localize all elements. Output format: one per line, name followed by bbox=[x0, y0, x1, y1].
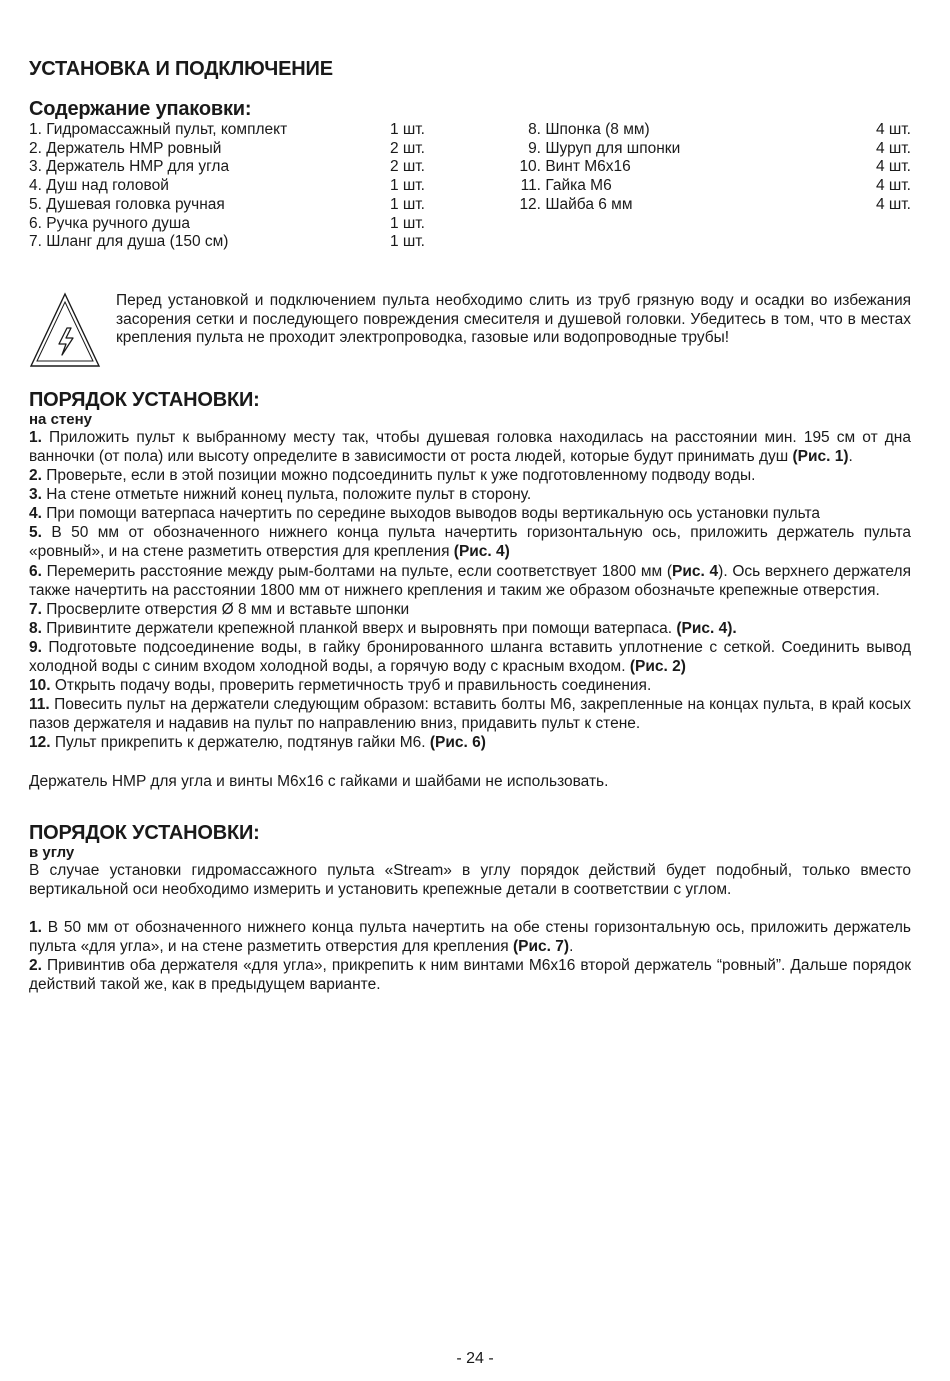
list-item: 6. Ручка ручного душа 1 шт. bbox=[29, 214, 425, 232]
list-item: 11. Повесить пульт на держатели следующим образом: вставить болты М6, закрепленные на концах пульта, в край косых пазов держателя и надавив на пульт по направлению вниз, придавить пульт к стене. bbox=[29, 696, 911, 733]
list-item: 1. Гидромассажный пульт, комплект 1 шт. bbox=[29, 121, 425, 138]
package-contents bbox=[29, 121, 911, 252]
list-item: 4. Душ над головой 1 шт. bbox=[29, 177, 425, 195]
steps-list bbox=[29, 861, 911, 995]
section-heading: ПОРЯДОК УСТАНОВКИ: bbox=[29, 388, 260, 411]
list-item: 2. Держатель HMP ровный 2 шт. bbox=[29, 139, 425, 157]
warning-text: Перед установкой и подключением пульта необходимо слить из труб грязную воду и осадки во избежания засорения сетки и последующего повреждения смесителя и душевой головки. Убедитесь в том, что в местах крепления пульта не проходит электропроводка, газовые или водопроводные трубы! bbox=[116, 291, 911, 347]
list-item: 10. Винт M6x16 4 шт. bbox=[519, 158, 911, 176]
list-item: 3. Держатель HMP для угла 2 шт. bbox=[29, 158, 425, 176]
list-item: 6. Перемерить расстояние между рым-болтами на пульте, если соответствует 1800 мм (Рис. 4). Ось верхнего держателя также начертить на расстоянии 1800 мм от нижнего крепления и таким же образом обозначьте крепежные отверстия. bbox=[29, 562, 911, 599]
package-list-right bbox=[513, 121, 911, 252]
list-item: 1. В 50 мм от обозначенного нижнего конца пульта начертить на обе стены горизонтальную ось, приложить держатель пульта «для угла», и на стене разметить отверстия для крепления (Рис. 7). bbox=[29, 918, 911, 955]
list-item: 5. Душевая головка ручная 1 шт. bbox=[29, 195, 425, 213]
list-item: 8. Шпонка (8 мм) 4 шт. bbox=[528, 121, 911, 138]
steps-list bbox=[29, 428, 911, 791]
list-item: 3. На стене отметьте нижний конец пульта, положите пульт в сторону. bbox=[29, 486, 532, 504]
list-item: 9. Подготовьте подсоединение воды, в гайку бронированного шланга вставить уплотнение с сеткой. Соединить вывод холодной воды с синим входом холодной воды, а горячую воду с красным входом. (Рис. 2) bbox=[29, 638, 911, 676]
high-voltage-warning-icon bbox=[29, 292, 101, 370]
section-subheading: в углу bbox=[29, 843, 75, 861]
section-intro: В случае установки гидромассажного пульта «Stream» в углу порядок действий будет подобный, только вместо вертикальной оси необходимо измерить и установить крепежные детали в соответствии с углом. bbox=[29, 861, 911, 898]
list-item: 5. В 50 мм от обозначенного нижнего конца пульта начертить горизонтальную ось, приложить держатель пульта «ровный», и на стене разметить отверстия для крепления (Рис. 4) bbox=[29, 524, 911, 561]
section-note: Держатель HMP для угла и винты M6x16 с гайками и шайбами не использовать. bbox=[29, 772, 609, 790]
list-item: 11. Гайка M6 4 шт. bbox=[520, 177, 911, 195]
section-install-wall bbox=[29, 388, 911, 791]
page-number: - 24 - bbox=[456, 1350, 494, 1367]
list-item: 8. Привинтите держатели крепежной планкой вверх и выровнять при помощи ватерпаса. (Рис. 4). bbox=[29, 619, 737, 637]
package-list-left bbox=[29, 121, 425, 252]
section-subheading: на стену bbox=[29, 410, 93, 428]
list-item: 4. При помощи ватерпаса начертить по середине выходов выводов воды вертикальную ось установки пульта bbox=[29, 505, 821, 523]
section-heading: ПОРЯДОК УСТАНОВКИ: bbox=[29, 821, 260, 844]
list-item: 1. Приложить пульт к выбранному месту так, чтобы душевая головка находилась на расстоянии мин. 195 см от дна ванночки (от пола) или высоту определите в зависимости от роста людей, которые будут принимать душ (Рис. 1). bbox=[29, 428, 911, 466]
list-item: 9. Шуруп для шпонки 4 шт. bbox=[528, 139, 911, 157]
list-item: 10. Открыть подачу воды, проверить герметичность труб и правильность соединения. bbox=[29, 677, 652, 695]
page-title: УСТАНОВКА И ПОДКЛЮЧЕНИЕ bbox=[29, 58, 333, 80]
list-item: 12. Шайба 6 мм 4 шт. bbox=[519, 195, 911, 213]
warning-block bbox=[29, 292, 911, 370]
list-item: 2. Проверьте, если в этой позиции можно подсоединить пульт к уже подготовленному подводу воды. bbox=[29, 467, 756, 485]
list-item: 12. Пульт прикрепить к держателю, подтянув гайки М6. (Рис. 6) bbox=[29, 734, 486, 752]
section-install-corner bbox=[29, 821, 911, 995]
list-item: 7. Просверлите отверстия Ø 8 мм и вставьте шпонки bbox=[29, 600, 410, 618]
document-page bbox=[29, 58, 911, 994]
list-item: 7. Шланг для душа (150 см) 1 шт. bbox=[29, 233, 425, 251]
package-heading: Содержание упаковки: bbox=[29, 98, 252, 120]
list-item: 2. Привинтив оба держателя «для угла», прикрепить к ним винтами M6x16 второй держатель “ровный”. Дальше порядок действий такой же, как в предыдущем варианте. bbox=[29, 956, 911, 994]
